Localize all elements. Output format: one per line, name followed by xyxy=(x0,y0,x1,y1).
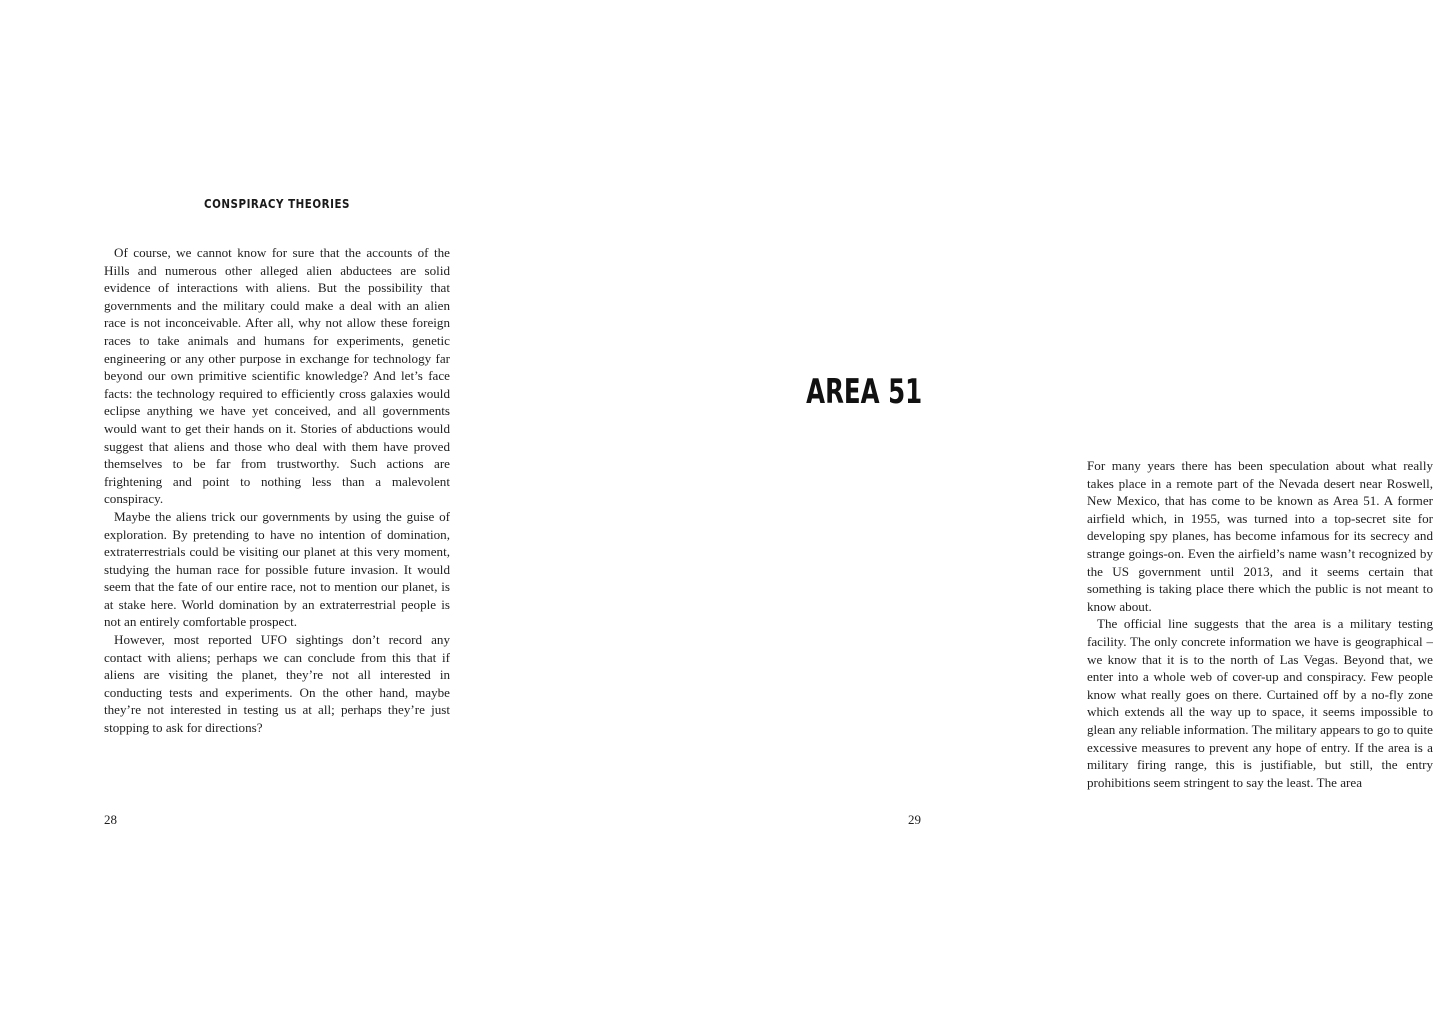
chapter-title: AREA 51 xyxy=(805,372,922,412)
left-page xyxy=(0,0,512,1024)
paragraph: However, most reported UFO sightings don’t record any contact with aliens; perhaps we can conclude from this that if aliens are visiting the planet, they’re not all interested in conducting tests and experiments. On the other hand, maybe they’re not interested in testing us at all; perhaps they’re just stopping to ask for directions? xyxy=(104,632,450,736)
page-number-left: 28 xyxy=(104,812,117,827)
paragraph: The official line suggests that the area is a military testing facility. The only concrete information we have is geographical – we know that it is to the north of Las Vegas. Beyond that, we enter into a whole web of cover-up and conspiracy. Few people know what really goes on there. Curtained off by a no-fly zone which extends all the way up to space, it seems impossible to glean any reliable information. The military appears to go to quite excessive measures to prevent any hope of entry. If the area is a military firing range, this is justifiable, but still, the entry prohibitions seem stringent to say the least. The area xyxy=(1087,616,1433,790)
right-page xyxy=(512,0,1433,1024)
paragraph: Maybe the aliens trick our governments by using the guise of exploration. By pretending to have no intention of domination, extraterrestrials could be visiting our planet at this very moment, studying the human race for possible future invasion. It would seem that the fate of our entire race, not to mention our planet, is at stake here. World domination by an extraterrestrial people is not an entirely comfortable prospect. xyxy=(104,508,450,630)
paragraph: For many years there has been speculation about what really takes place in a remote part of the Nevada desert near Roswell, New Mexico, that has come to be known as Area 51. A former airfield which, in 1955, was turned into a top-secret site for developing spy planes, has become infamous for its secrecy and strange goings-on. Even the airfield’s name wasn’t recognized by the US government until 2013, and it seems certain that something is taking place there which the public is not meant to know about. xyxy=(1087,458,1433,614)
right-page-body xyxy=(1087,457,1433,791)
left-page-body xyxy=(104,244,450,737)
running-head: CONSPIRACY THEORIES xyxy=(204,197,350,211)
paragraph: Of course, we cannot know for sure that the accounts of the Hills and numerous other alleged alien abductees are solid evidence of interactions with aliens. But the possibility that governments and the military could make a deal with an alien race is not inconceivable. After all, why not allow these foreign races to take animals and humans for experiments, genetic engineering or any other purpose in exchange for technology far beyond our own primitive scientific knowledge? And let’s face facts: the technology required to efficiently cross galaxies would eclipse anything we have yet conceived, and all governments would want to get their hands on it. Stories of abductions would suggest that aliens and those who deal with them have proved themselves to be far from trustworthy. Such actions are frightening and point to nothing less than a malevolent conspiracy. xyxy=(104,245,450,507)
page-number-right: 29 xyxy=(908,812,921,827)
